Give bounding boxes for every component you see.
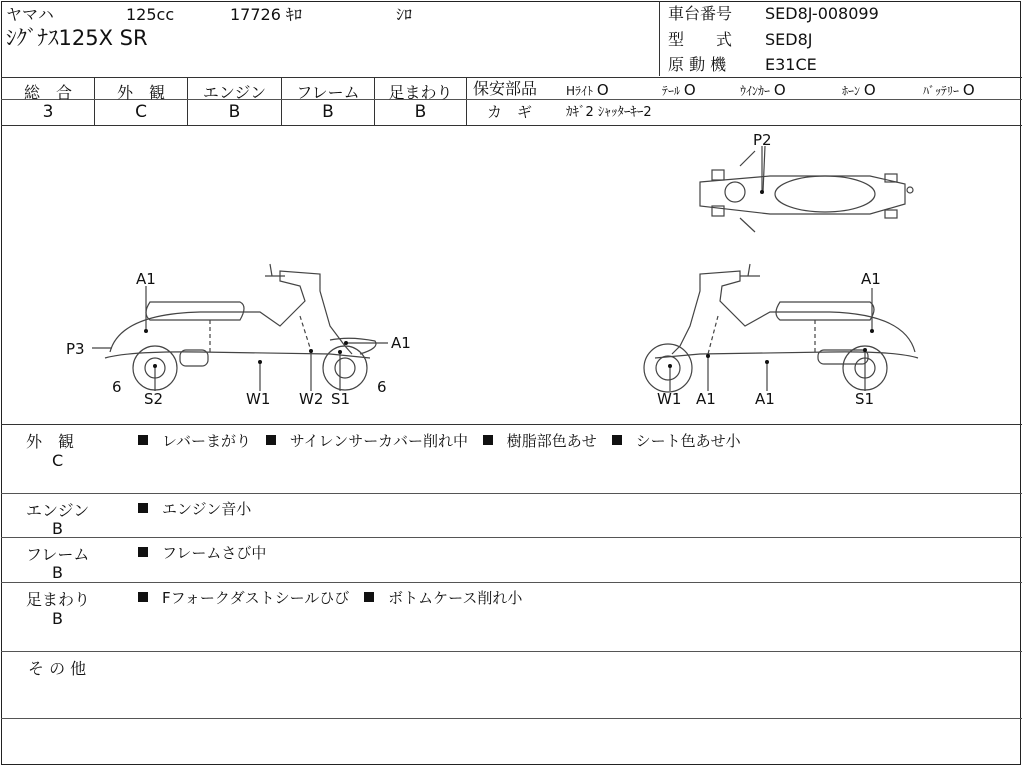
- exterior-grade-label: 外 観: [116, 83, 165, 102]
- label-6-rear: 6: [112, 378, 122, 396]
- key-value: ｶｷﾞ2 ｼｬｯﾀｰｷｰ2: [566, 105, 652, 120]
- type-value: SED8J: [765, 30, 813, 49]
- section-engine-grade: B: [52, 519, 63, 538]
- section-engine-items: エンジン音小: [138, 498, 251, 519]
- label-A1-left-front: A1: [391, 334, 411, 352]
- section-suspension-title: 足まわり: [26, 590, 91, 609]
- bullet-icon: [483, 435, 493, 445]
- divider: [1, 537, 1022, 538]
- section-exterior-grade: C: [52, 451, 64, 470]
- divider: [1, 424, 1022, 425]
- label-A1-right-floor: A1: [755, 390, 775, 408]
- exterior-grade: C: [135, 102, 147, 122]
- label-W1-right: W1: [657, 390, 682, 408]
- label-W2: W2: [299, 390, 324, 408]
- safety-item-winker: ｳｲﾝｶｰ O: [740, 81, 786, 99]
- ok-circle-icon: O: [962, 81, 975, 99]
- divider: [1, 77, 1022, 78]
- ok-circle-icon: O: [683, 81, 696, 99]
- engine-grade-label: エンジン: [202, 83, 267, 102]
- safety-item-battery: ﾊﾞｯﾃﾘｰ O: [923, 81, 975, 99]
- frame-grade-label: フレーム: [296, 83, 360, 102]
- safety-item-tail: ﾃｰﾙ O: [662, 81, 696, 99]
- type-label: 型 式: [668, 30, 733, 49]
- label-A1-left-seat: A1: [136, 270, 156, 288]
- section-frame-title: フレーム: [26, 545, 90, 564]
- total-grade-label: 総 合: [23, 83, 72, 102]
- divider: [1, 718, 1022, 719]
- scooter-diagram: [0, 126, 1024, 424]
- bullet-icon: [138, 435, 148, 445]
- section-engine-title: エンジン: [26, 501, 90, 520]
- frame-grade: B: [322, 102, 334, 122]
- frame-no: SED8J-008099: [765, 4, 879, 23]
- ok-circle-icon: O: [773, 81, 786, 99]
- bullet-icon: [138, 503, 148, 513]
- section-exterior-items: レバーまがり サイレンサーカバー削れ中 樹脂部色あせ シート色あせ小: [138, 430, 741, 451]
- header-divider: [659, 1, 660, 76]
- suspension-grade-label: 足まわり: [388, 83, 453, 102]
- label-S1-left: S1: [331, 390, 351, 408]
- model-name: ｼｸﾞﾅｽ125X SR: [6, 26, 148, 50]
- mileage: 17726 ｷﾛ: [230, 5, 302, 24]
- safety-item-headlight: Hﾗｲﾄ O: [566, 81, 609, 99]
- bullet-icon: [138, 547, 148, 557]
- frame-no-label: 車台番号: [668, 4, 733, 23]
- key-label: カ ギ: [487, 103, 533, 121]
- label-P2: P2: [753, 131, 772, 149]
- label-A1-right-seat: A1: [861, 270, 881, 288]
- divider: [1, 582, 1022, 583]
- label-6-front: 6: [377, 378, 387, 396]
- ok-circle-icon: O: [596, 81, 609, 99]
- section-suspension-items: Fフォークダストシールひび ボトムケース削れ小: [138, 587, 522, 608]
- label-A1-right-front: A1: [696, 390, 716, 408]
- section-other-title: そ の 他: [28, 659, 87, 678]
- label-S2: S2: [144, 390, 164, 408]
- color: ｼﾛ: [396, 5, 413, 24]
- section-frame-items: フレームさび中: [138, 542, 266, 563]
- bullet-icon: [138, 592, 148, 602]
- divider: [1, 493, 1022, 494]
- total-grade: 3: [42, 102, 54, 122]
- engine-grade: B: [228, 102, 241, 122]
- label-P3: P3: [66, 340, 85, 358]
- bullet-icon: [266, 435, 276, 445]
- safety-label: 保安部品: [473, 79, 538, 98]
- label-W1-left: W1: [246, 390, 271, 408]
- top-view-scooter: [700, 146, 913, 232]
- label-S1-right: S1: [855, 390, 875, 408]
- section-frame-grade: B: [52, 563, 63, 582]
- engine-model-label: 原 動 機: [668, 55, 727, 74]
- displacement: 125cc: [126, 5, 175, 24]
- bullet-icon: [364, 592, 374, 602]
- divider: [466, 77, 467, 125]
- ok-circle-icon: O: [863, 81, 876, 99]
- divider: [1, 651, 1022, 652]
- section-exterior-title: 外 観: [26, 432, 75, 451]
- suspension-grade: B: [414, 102, 427, 122]
- section-suspension-grade: B: [52, 609, 63, 628]
- maker: ヤマハ: [6, 5, 54, 24]
- engine-model: E31CE: [765, 55, 817, 74]
- bullet-icon: [612, 435, 622, 445]
- safety-item-horn: ﾎｰﾝ O: [842, 81, 876, 99]
